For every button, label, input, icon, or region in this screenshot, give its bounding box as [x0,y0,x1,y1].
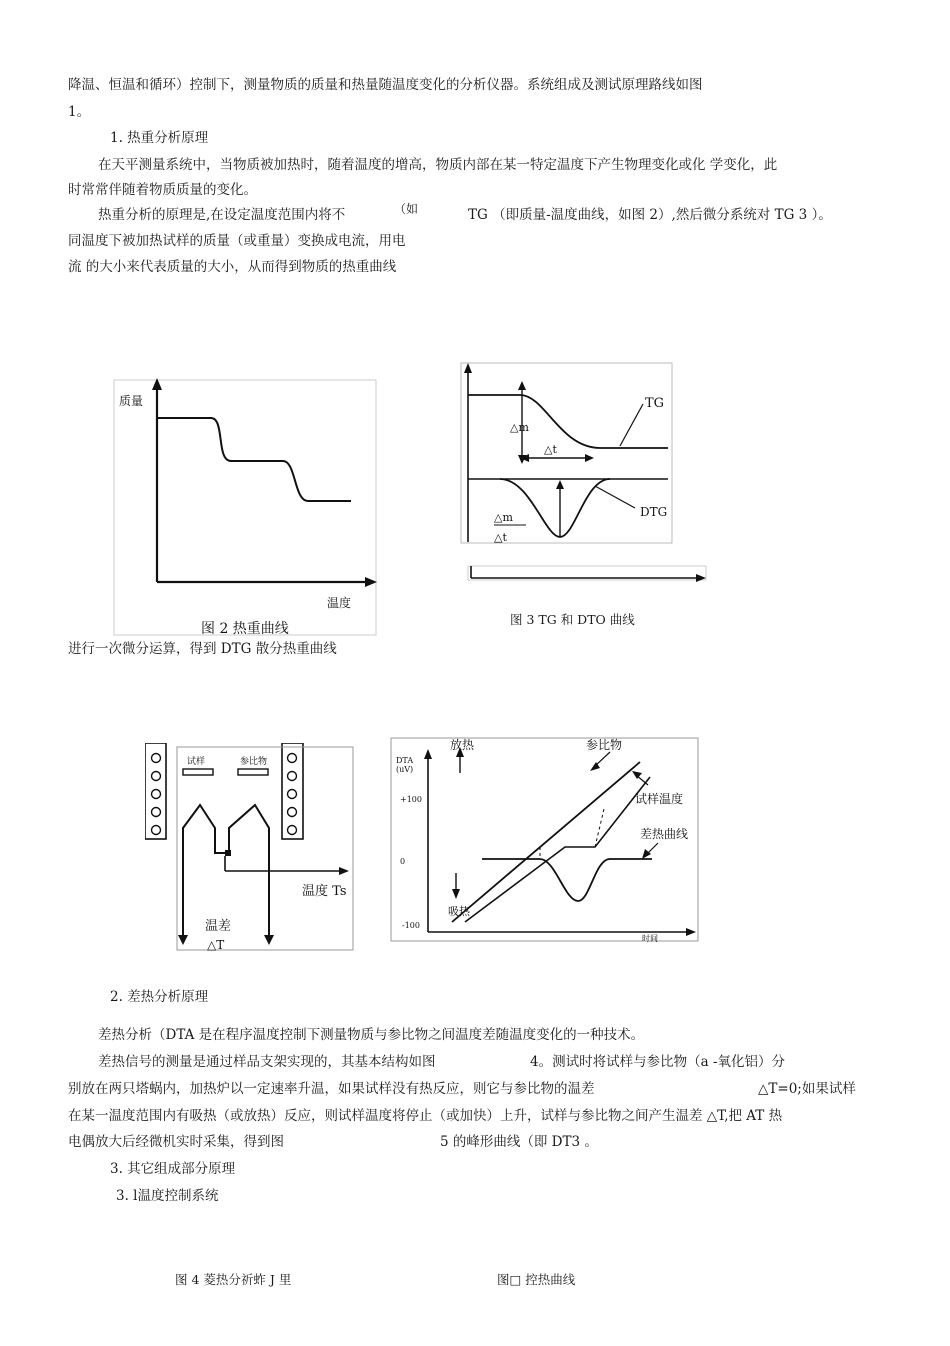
x-axis-label: 温度 [327,596,352,610]
peak-arrow-icon [556,480,564,489]
para-dta-line2a: 别放在两只塔蜗内，加热炉以一定速率升温，如果试样没有热反应，则它与参比物的温差 [68,1081,595,1097]
diff-curve-label: 差热曲线 [640,827,689,841]
fraction-denominator: △t [494,531,507,544]
para-intro-line2: 1。 [68,104,91,120]
figure-2-caption: 图 2 热重曲线 [201,621,289,636]
tg-curve [157,418,351,501]
dt-right-arrow-icon [264,935,274,945]
dtg-curve [500,479,610,537]
para-dtg: 进行一次微分运算，得到 DTG 散分热重曲线 [68,641,337,657]
reference-crucible [238,769,268,775]
reference-label: 参比物 [586,738,623,752]
para-dta-line2b: △T=0;如果试样 [758,1081,856,1097]
furnace-right-wall [282,743,303,839]
para-balance-line2: 时常常伴随着物质质量的变化。 [68,182,257,198]
para-tg-line1b: （如 [394,202,419,216]
ts-arrow-icon [339,867,349,875]
figure-frame [177,747,353,950]
sample-crucible [183,769,213,775]
endo-label: 吸热 [448,905,470,918]
temp-diff-label: 温差 [205,919,232,934]
reference-line [452,762,640,922]
dm-arrow-up-icon [518,381,526,390]
dtg-label: DTG [640,505,668,519]
para-tg-line1c: TG （即质量-温度曲线，如图 2）,然后微分系统对 TG 3 ）。 [468,207,832,223]
figure-2-tg-curve [113,378,378,636]
delta-t-label: △T [207,938,225,952]
dashed-guides [540,809,604,859]
tg-label: TG [645,396,665,411]
fraction-numerator: △m [494,511,513,524]
tick-label-minus100: -100 [402,921,420,930]
figure-4-caption: 图 4 菱热分祈蚱 J 里 [175,1272,292,1287]
furnace-left-wall [145,743,166,839]
y-axis-unit: (uV) [396,765,414,774]
tg-curve [468,395,668,448]
tick-label-zero: 0 [400,857,406,866]
sample-temp-pointer-icon [632,771,642,779]
dt-arrow-right-icon [585,454,594,462]
y-axis-arrow-icon [424,749,432,759]
para-tg-line2: 同温度下被加热试样的质量（或重量）变换成电流，用电 [68,233,406,249]
heading-other-parts: 3. 其它组成部分原理 [110,1161,236,1177]
sample-temp-curve [465,777,650,922]
para-dta-definition: 差热分析（DTA 是在程序温度控制下测量物质与参比物之间温度差随温度变化的一种技术。 [98,1027,645,1043]
para-dta-line4b: 5 的峰形曲线（即 DT3 。 [440,1134,598,1150]
exo-label: 放热 [450,738,475,752]
para-balance-line1: 在天平测量系统中，当物质被加热时，随着温度的增高，物质内部在某一特定温度下产生物理变化或化 学变化，此 [98,157,778,173]
dm-label: △m [510,421,529,434]
y-axis-label: 质量 [119,394,144,408]
endo-arrow-icon [452,889,460,899]
x-axis-arrow-icon [686,928,696,936]
x-axis-label: 时间 [642,934,658,943]
figure-5-caption: 图□ 控热曲线 [497,1272,576,1287]
temp-ts-label: 温度 Ts [302,884,347,899]
para-dta-line1a: 差热信号的测量是通过样品支架实现的，其基本结构如图 [98,1054,436,1070]
sample-temp-label: 试样温度 [635,792,684,806]
thermocouple-junction [225,850,231,856]
para-tg-line1a: 热重分析的原理是,在设定温度范围内将不 [98,207,346,223]
x-axis-arrow-icon [696,574,706,582]
figure-5-dta-curve [390,737,700,943]
figure-3-caption: 图 3 TG 和 DTO 曲线 [510,612,635,627]
dt-left-arrow-icon [178,935,188,945]
y-axis-label: DTA [396,756,414,765]
para-dta-line4a: 电偶放大后经微机实时采集，得到图 [68,1134,284,1150]
sample-label: 试样 [187,757,206,767]
tick-label-plus100: +100 [400,795,422,804]
tg-leader-line [620,404,643,446]
figure-4-dta-apparatus [145,743,355,953]
figure-3-tg-dtg [460,362,710,584]
heading-dta-principle: 2. 差热分析原理 [110,989,209,1005]
para-dta-line3: 在某一温度范围内有吸热（或放热）反应，则试样温度将停止（或加快）上升，试样与参比物之间产生温差 △T,把 AT 热 [68,1108,783,1124]
dt-label: △t [544,443,557,456]
para-intro-line1: 降温、恒温和循环）控制下，测量物质的质量和热量随温度变化的分析仪器。系统组成及测试原理路线如图 [68,77,703,93]
reference-label: 参比物 [240,757,268,767]
y-axis-arrow-icon [464,363,472,373]
dtg-leader-line [595,486,635,508]
dta-curve [482,859,652,901]
heading-temp-control: 3. l温度控制系统 [116,1188,219,1204]
para-tg-line3: 流 的大小来代表质量的大小，从而得到物质的热重曲线 [68,259,397,275]
x-axis-arrow-icon [365,577,377,587]
para-dta-line1b: 4。测试时将试样与参比物（a -氧化铝）分 [530,1054,785,1070]
diff-curve-pointer-icon [642,849,651,859]
heading-tg-principle: 1. 热重分析原理 [110,130,209,146]
